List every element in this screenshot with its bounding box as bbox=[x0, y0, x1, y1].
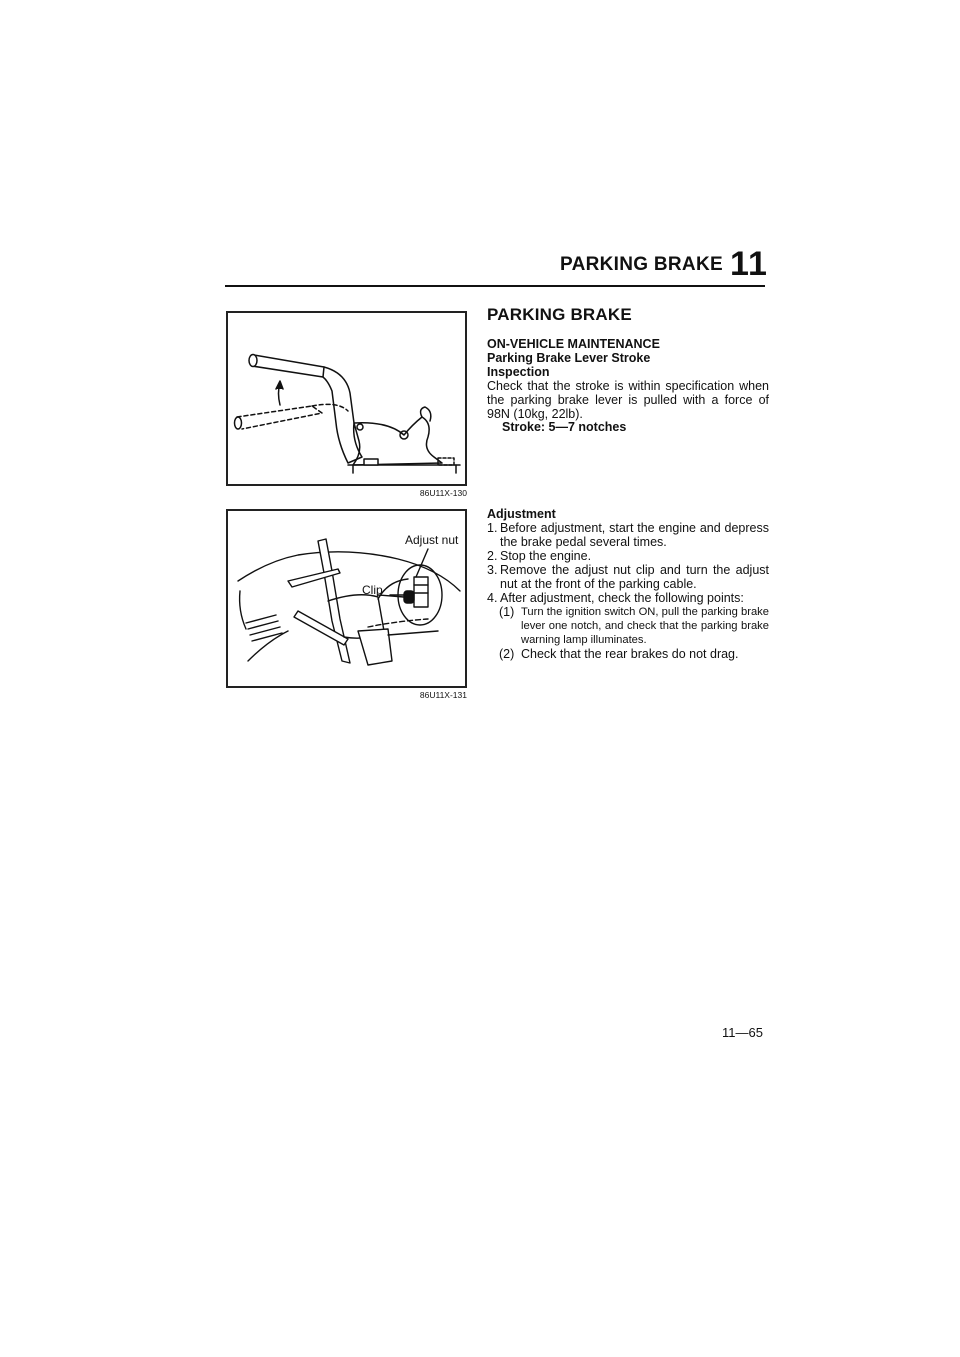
substep-item bbox=[487, 605, 769, 647]
step-item bbox=[487, 521, 769, 549]
label-clip: Clip bbox=[362, 583, 383, 597]
section-title: PARKING BRAKE bbox=[487, 305, 632, 324]
step-number: 2. bbox=[487, 549, 498, 563]
step-item bbox=[487, 591, 769, 605]
chapter-number: 11 bbox=[730, 245, 768, 283]
step-text: After adjustment, check the following points: bbox=[500, 591, 744, 605]
lever-illustration bbox=[228, 313, 465, 484]
step-text: Remove the adjust nut clip and turn the adjust nut at the front of the parking cable. bbox=[500, 563, 769, 591]
adjustment-heading: Adjustment bbox=[487, 507, 556, 521]
maintenance-heading: ON-VEHICLE MAINTENANCE bbox=[487, 337, 660, 351]
inspection-heading: Inspection bbox=[487, 365, 550, 379]
adjustment-steps bbox=[487, 521, 769, 661]
substep-text: Turn the ignition switch ON, pull the parking brake lever one notch, and check that the parking brake warning lamp illuminates. bbox=[521, 606, 769, 646]
substep-number: (1) bbox=[499, 605, 515, 619]
substep-number: (2) bbox=[499, 647, 515, 661]
header-rule bbox=[225, 285, 765, 287]
step-text: Stop the engine. bbox=[500, 549, 592, 563]
inspection-text: Check that the stroke is within specification when the parking brake lever is pulled with a force of 98N (10kg, 22lb). bbox=[487, 379, 769, 421]
step-item bbox=[487, 549, 769, 563]
stroke-spec: Stroke: 5—7 notches bbox=[502, 420, 627, 434]
page-number: 11—65 bbox=[722, 1025, 763, 1040]
step-number: 4. bbox=[487, 591, 498, 605]
step-number: 3. bbox=[487, 563, 498, 577]
label-adjust-nut: Adjust nut bbox=[405, 533, 459, 547]
lever-stroke-heading: Parking Brake Lever Stroke bbox=[487, 351, 651, 365]
step-text: Before adjustment, start the engine and depress the brake pedal several times. bbox=[500, 521, 769, 549]
step-number: 1. bbox=[487, 521, 498, 535]
substep-text: Check that the rear brakes do not drag. bbox=[521, 647, 739, 661]
figure-code: 86U11X-131 bbox=[419, 690, 467, 700]
header-title: PARKING BRAKE bbox=[560, 254, 723, 275]
figure-code: 86U11X-130 bbox=[419, 488, 467, 498]
substep-item bbox=[487, 647, 769, 661]
step-item bbox=[487, 563, 769, 591]
figure-lever-stroke bbox=[226, 311, 467, 486]
